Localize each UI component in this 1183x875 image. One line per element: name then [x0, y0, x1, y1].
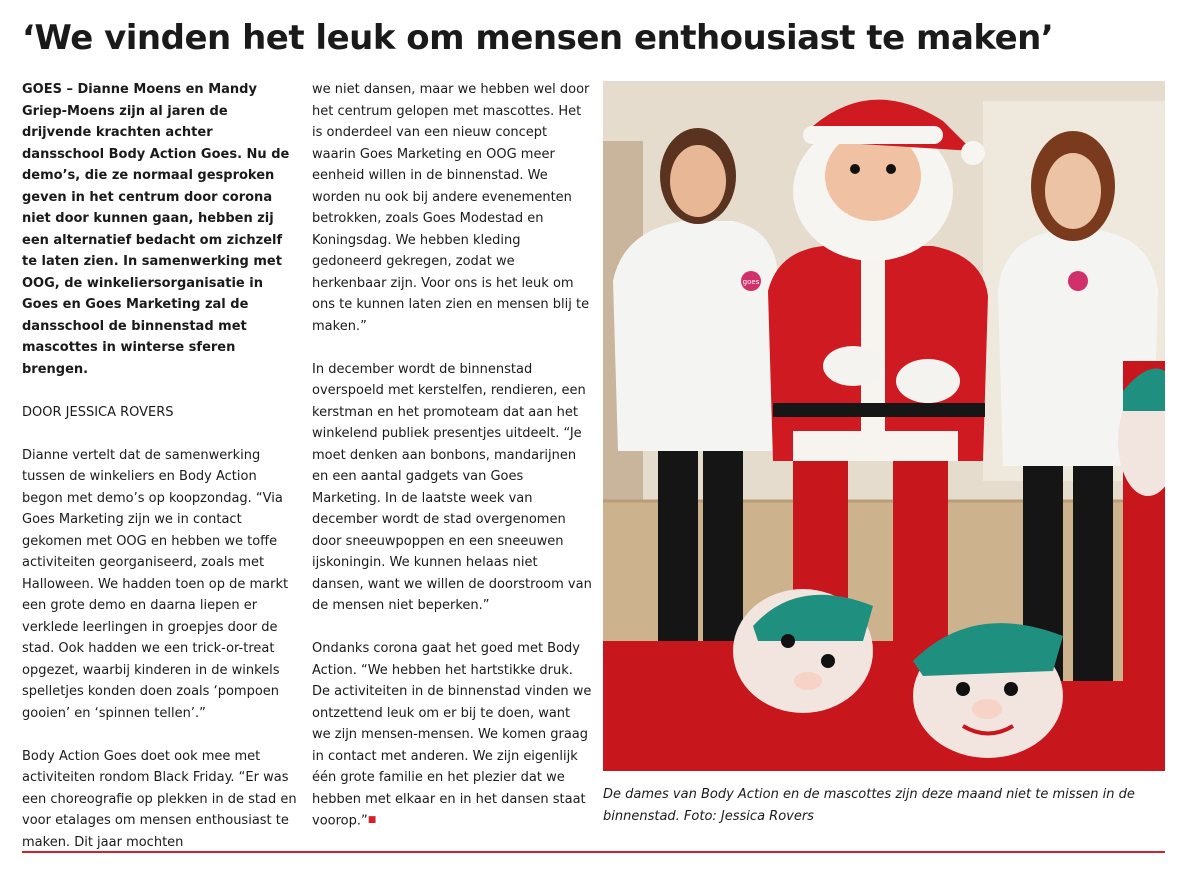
article-paragraph-text: Ondanks corona gaat het goed met Body Action. “We hebben het hartstikke druk. De activiteiten in de binnenstad vinden we ontzettend leuk om er bij te doen, want we zijn mensen-mensen. We komen graag in contact met anderen. We zijn eigenlijk één grote familie en het plezier dat we hebben met elkaar en in het dansen staat voorop.” [312, 641, 592, 829]
elf-mascot-edge [1118, 361, 1165, 771]
article-column-2 [312, 79, 592, 853]
article-paragraph: Dianne vertelt dat de samenwerking tussen de winkeliers en Body Action begon met demo’s op koopzondag. “Via Goes Marketing zijn we in contact gekomen met OOG en hebben we toffe activiteiten georganiseerd, zoals met Halloween. We hadden toen op de markt een grote demo en daarna liepen er verklede leerlingen in groepjes door de stad. Ook hadden we een trick-or-treat opgezet, waarbij kinderen in de winkels spelletjes konden doen zoals ‘pompoen gooien’ en ‘spinnen tellen’.” [22, 447, 289, 721]
article-paragraph: In december wordt de binnenstad overspoeld met kerstelfen, rendieren, een kerstman en het promoteam dat aan het winkelend publiek presentjes uitdeelt. “Je moet denken aan bonbons, mandarijnen en een aantal gadgets van Goes Marketing. In de laatste week van december wordt de stad overgenomen door sneeuwpoppen en een sneeuwen ijskoningin. We kunnen helaas niet dansen, want we willen de doorstroom van de mensen niet beperken.” [312, 361, 592, 613]
article-photo [603, 81, 1165, 771]
article-paragraph: we niet dansen, maar we hebben wel door het centrum gelopen met mascottes. Het is onderdeel van een nieuw concept waarin Goes Marketing en OOG meer eenheid willen in de binnenstad. We worden nu ook bij andere evenementen betrokken, zoals Goes Modestad en Koningsdag. We hebben kleding gedoneerd gekregen, zodat we herkenbaar zijn. Voor ons is het leuk om ons te kunnen laten zien en mensen blij te maken.” [312, 82, 590, 334]
article-paragraph-last [312, 638, 592, 832]
bottom-rule [22, 851, 1165, 853]
photo-caption: De dames van Body Action en de mascottes zijn deze maand niet te missen in de binnenstad. Foto: Jessica Rovers [603, 787, 1135, 824]
end-mark-icon: ■ [367, 815, 377, 825]
hoodie-logo-text: goes [742, 278, 760, 286]
article-lead: GOES – Dianne Moens en Mandy Griep-Moens zijn al jaren de drijvende krachten achter dansschool Body Action Goes. Nu de demo’s, die ze normaal gesproken geven in het centrum door corona niet door kunnen gaan, hebben zij een alternatief bedacht om zichzelf te laten zien. In samenwerking met OOG, de winkeliersorganisatie in Goes en Goes Marketing zal de dansschool de binnenstad met mascottes in winterse sferen brengen. [22, 82, 290, 377]
article-headline: ‘We vinden het leuk om mensen enthousiast te maken’ [22, 18, 1054, 58]
article-paragraph: Body Action Goes doet ook mee met activiteiten rondom Black Friday. “Er was een choreografie op plekken in de stad en voor etalages om mensen enthousiast te maken. Dit jaar mochten [22, 748, 297, 850]
article-byline: DOOR JESSICA ROVERS [22, 404, 174, 420]
article-column-1 [22, 79, 297, 875]
